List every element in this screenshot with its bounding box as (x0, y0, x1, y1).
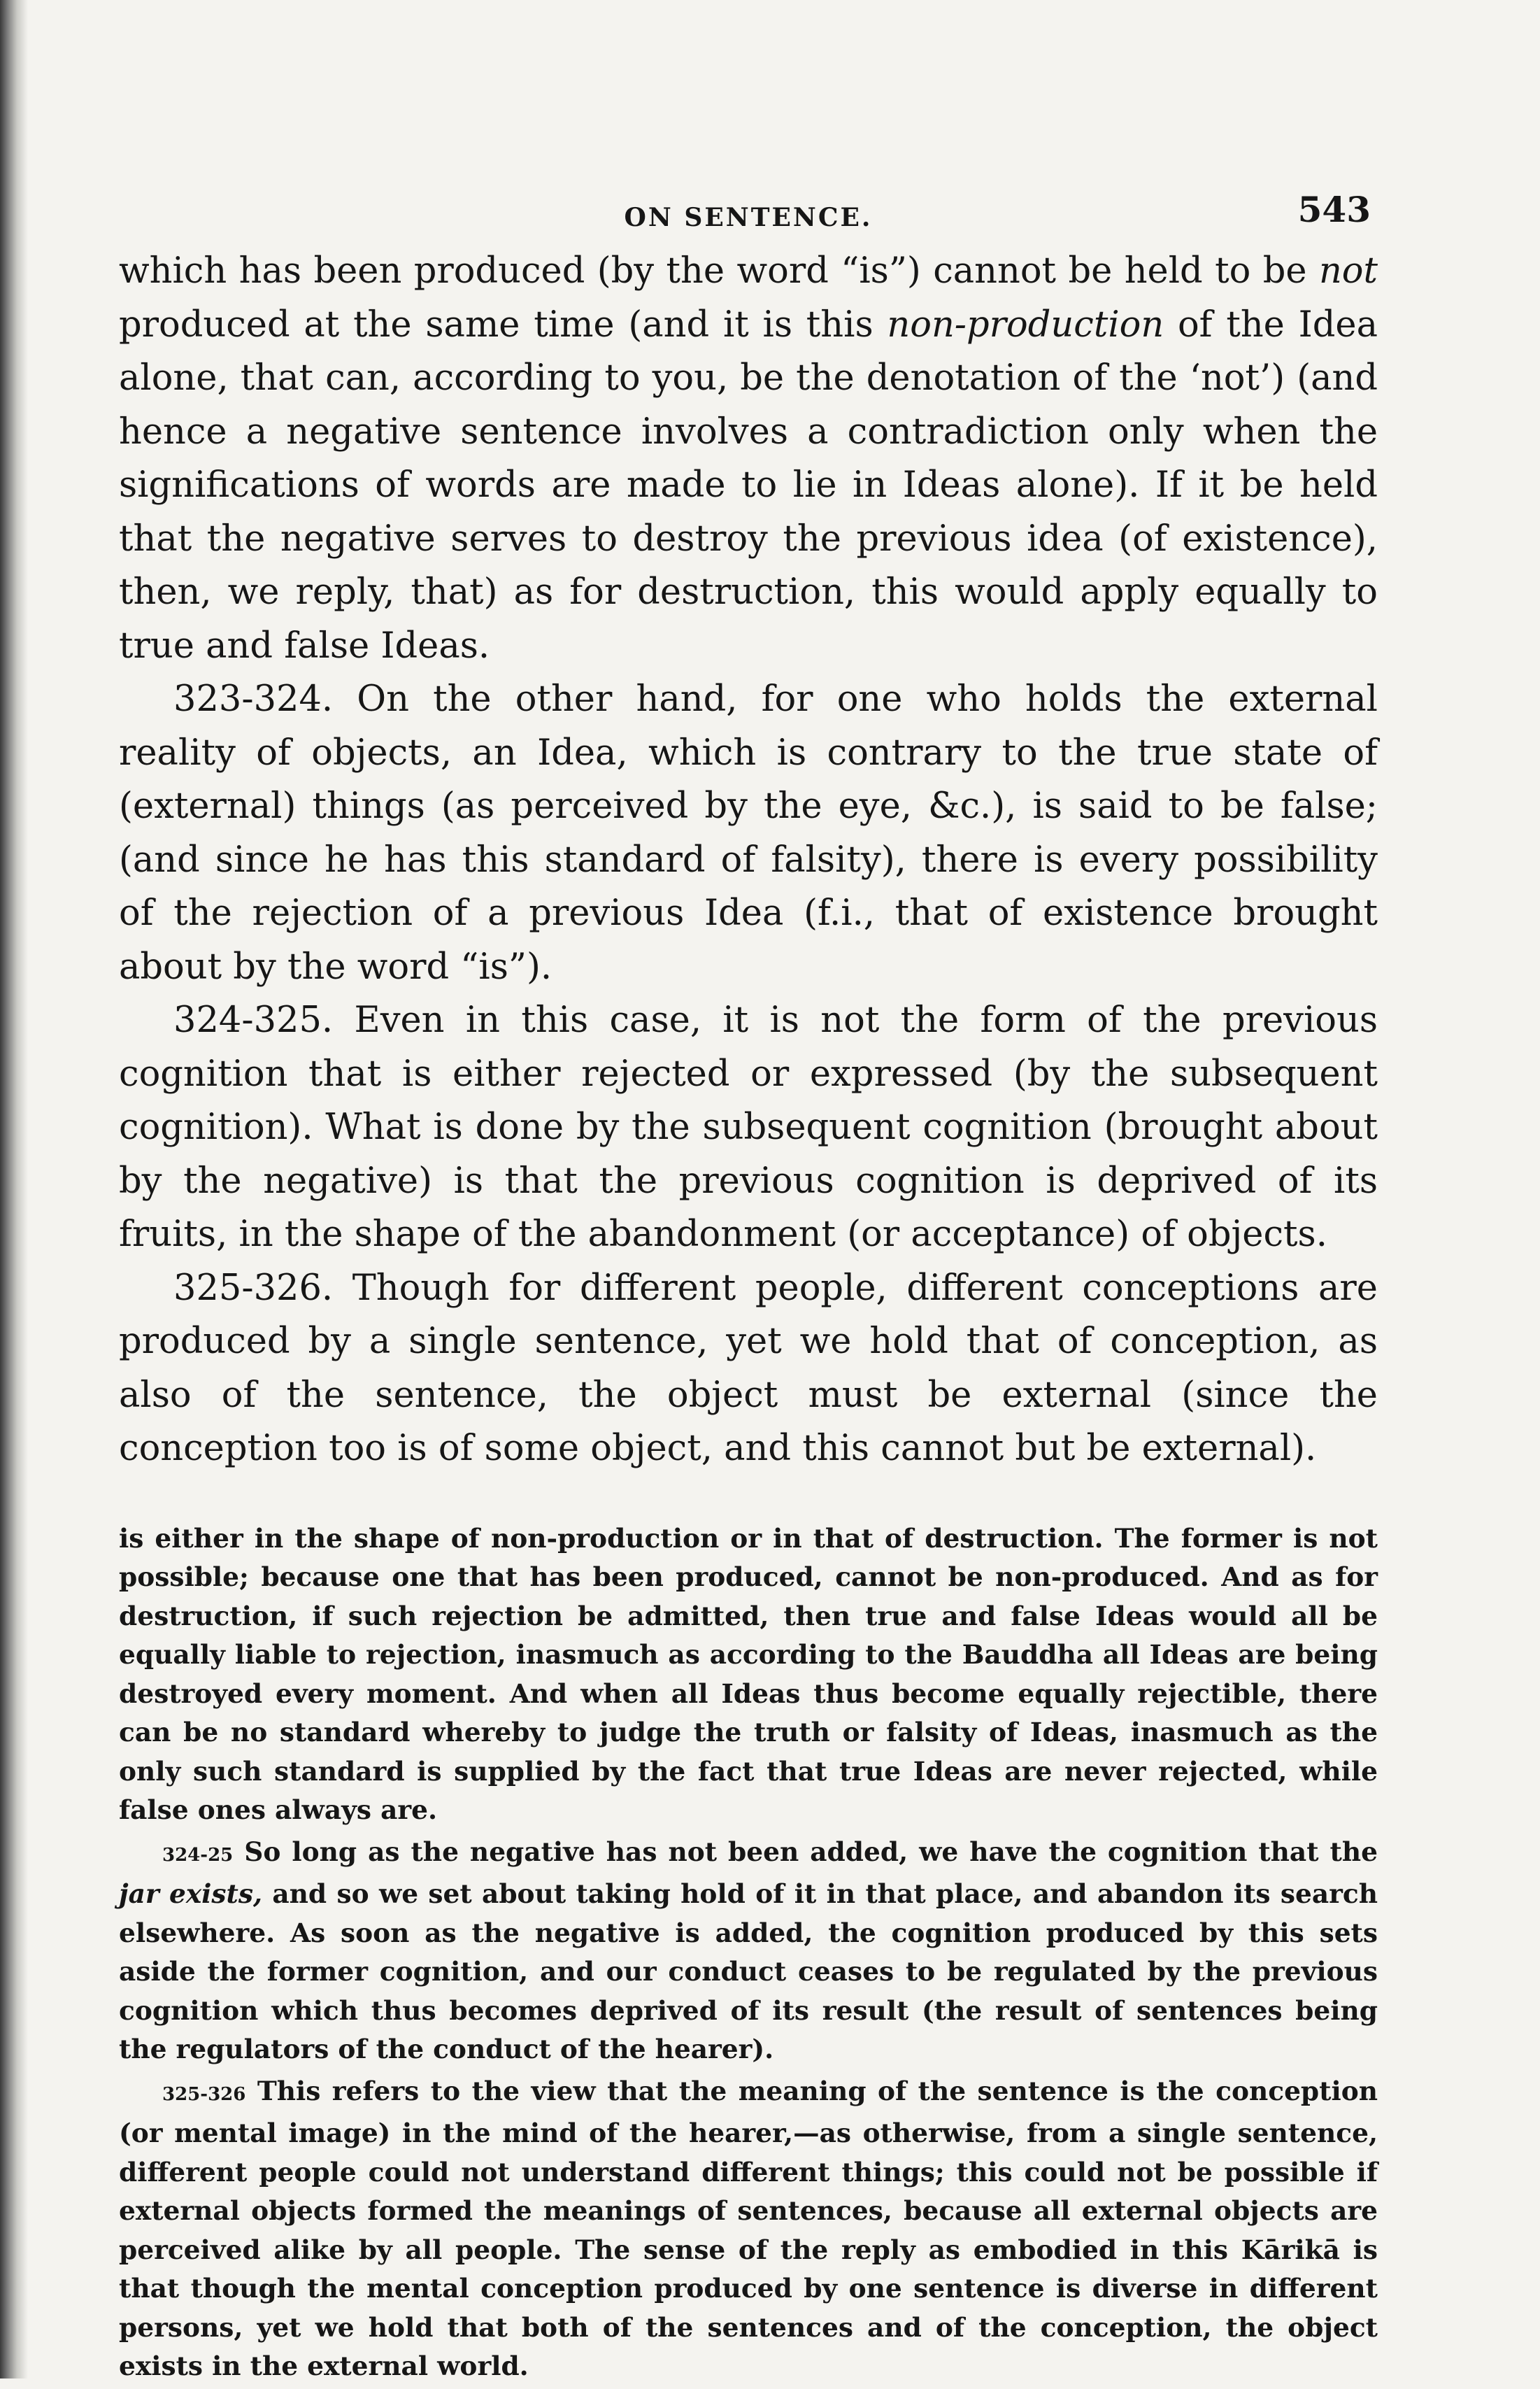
scan-binding-edge (0, 0, 28, 2379)
paragraph-325-326: 325-326. Though for different people, different conceptions are produced by a single sentence, yet we hold that of conception, as also of the sentence, the object must be external (since the conception too is of some object, and this cannot but be external). (119, 1267, 1378, 1469)
paragraph-323-324: 323-324. On the other hand, for one who holds the external reality of objects, an Idea, which is contrary to the true state of (external) things (as perceived by the eye, &c.), is said to be false; (and since he has this standard of falsity), there is every possibility of the rejection of a previous Idea (f.i., that of existence brought about by the word “is”). (119, 679, 1378, 988)
footnote-324-25: 324-25 So long as the negative has not been added, we have the cognition that the jar exists, and so we set about taking hold of it in that place, and abandon its search elsewhere. As soon as the negative is added, the cognition produced by this sets aside the former cognition, and our conduct ceases to be regulated by the previous cognition which thus becomes deprived of its result (the result of sentences being the regulators of the conduct of the hearer). (119, 1836, 1378, 2064)
footnote-number: 324-25 (162, 1844, 234, 1866)
running-title: ON SENTENCE. (624, 203, 873, 232)
main-text (119, 245, 1378, 1476)
footnote-number: 325-326 (162, 2083, 246, 2105)
footnote-continued: is either in the shape of non-production or in that of destruction. The former is not possible; because one that has been produced, cannot be non-produced. And as for destruction, if such rejection be admitted, then true and false Ideas would all be equally liable to rejection, inasmuch as according to the Bauddha all Ideas are being destroyed every moment. And when all Ideas thus become equally rejectible, there can be no standard whereby to judge the truth or falsity of Ideas, inasmuch as the only such standard is supplied by the fact that true Ideas are never rejected, while false ones always are. (119, 1522, 1378, 1825)
footnote-325-326: 325-326 This refers to the view that the meaning of the sentence is the conception (or mental image) in the mind of the hearer,—as otherwise, from a single sentence, different people could not understand different things; this could not be possible if external objects formed the meanings of sentences, because all external objects are perceived alike by all people. The sense of the reply as embodied in this Kārikā is that though the mental conception produced by one sentence is diverse in different persons, yet we hold that both of the sentences and of the conception, the object exists in the external world. (119, 2075, 1378, 2381)
page-number: 543 (1297, 189, 1371, 230)
running-header (119, 189, 1378, 245)
paragraph-324-325: 324-325. Even in this case, it is not the form of the previous cognition that is either rejected or expressed (by the subsequent cognition). What is done by the subsequent cognition (brought about by the negative) is that the previous cognition is deprived of its fruits, in the shape of the abandonment (or acceptance) of objects. (119, 1000, 1378, 1255)
footnotes (119, 1519, 1378, 2386)
paragraph-continued: which has been produced (by the word “is”) cannot be held to be not produced at the same time (and it is this non-production of the Idea alone, that can, according to you, be the denotation of the ‘not’) (and hence a negative sentence involves a contradiction only when the significations of words are made to lie in Ideas alone). If it be held that the negative serves to destroy the previous idea (of existence), then, we reply, that) as for destruction, this would apply equally to true and false Ideas. (119, 250, 1378, 667)
book-page (119, 189, 1378, 2389)
